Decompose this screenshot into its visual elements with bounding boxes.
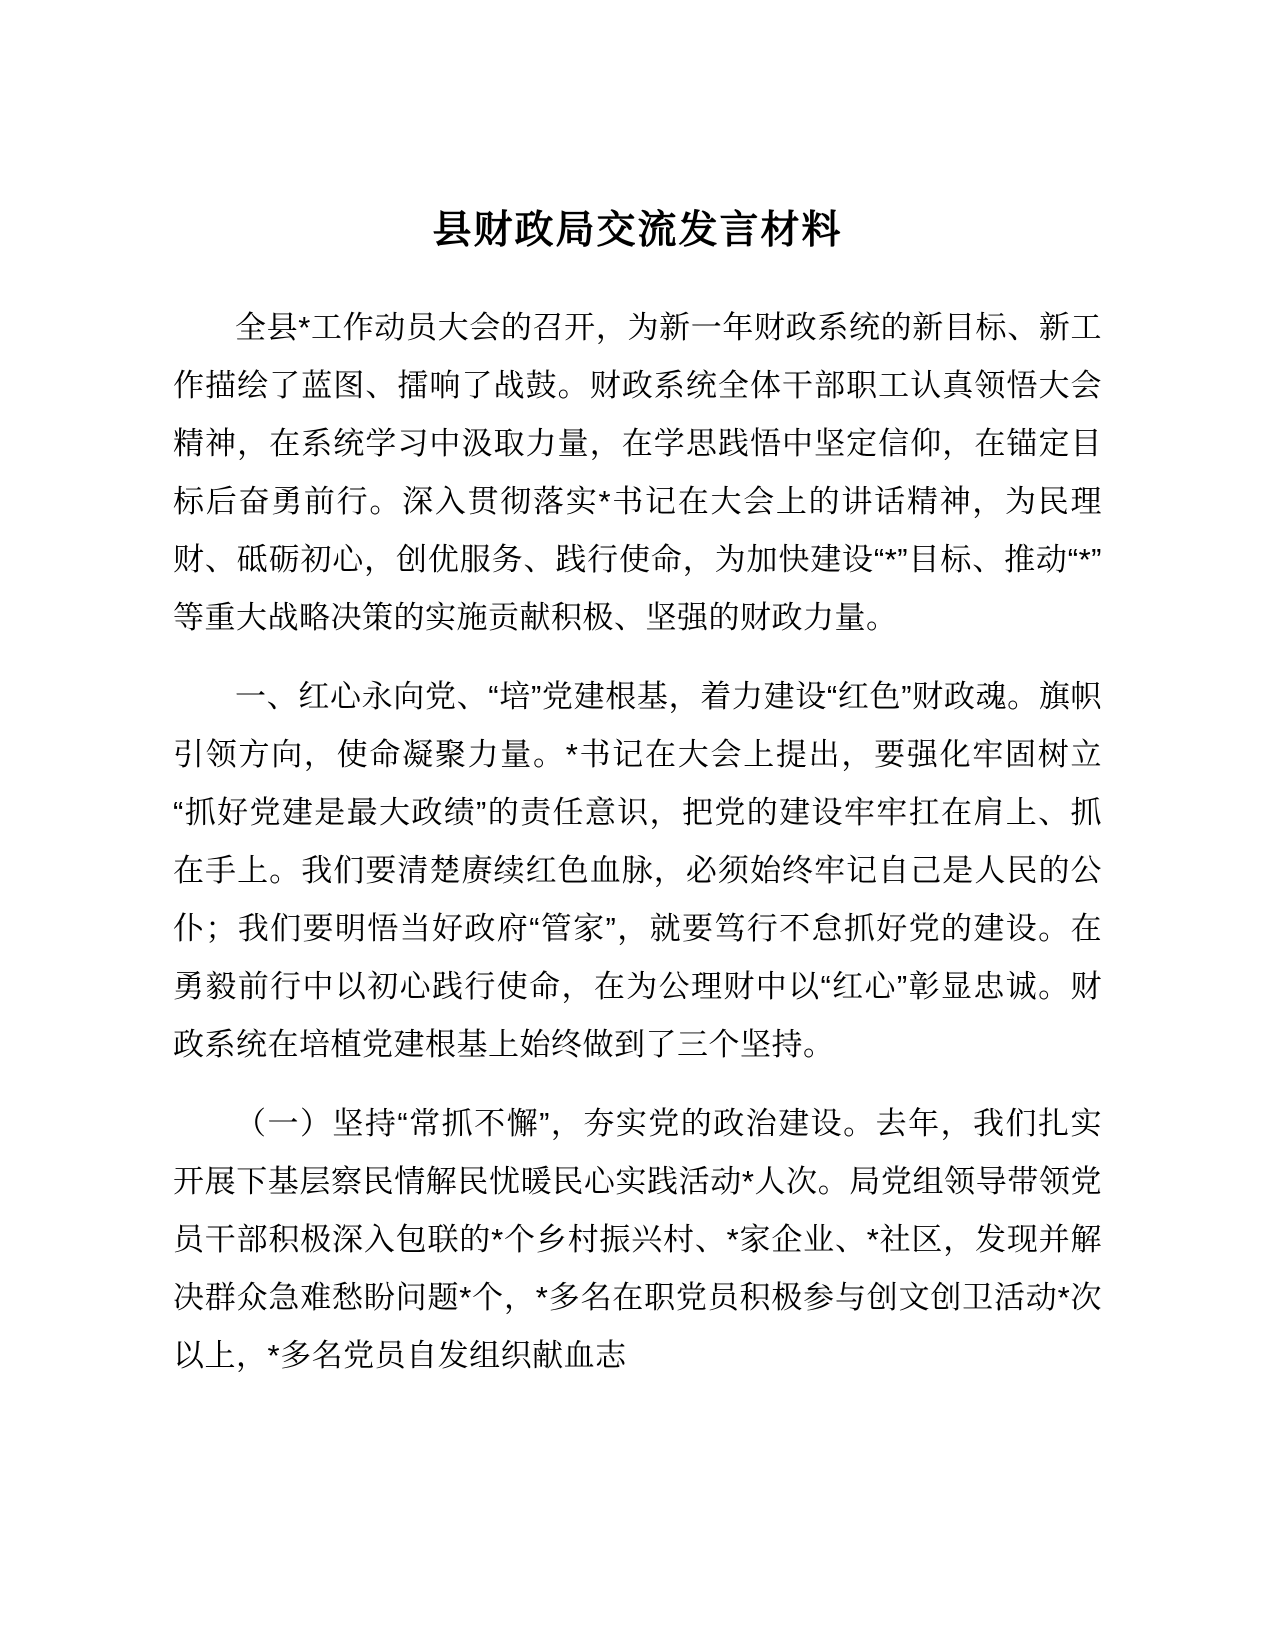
paragraph-intro: 全县*工作动员大会的召开，为新一年财政系统的新目标、新工作描绘了蓝图、擂响了战鼓。财政系统全体干部职工认真领悟大会精神，在系统学习中汲取力量，在学思践悟中坚定信仰，在锚定目标后奋勇前行。深入贯彻落实*书记在大会上的讲话精神，为民理财、砥砺初心，创优服务、践行使命，为加快建设“*”目标、推动“*”等重大战略决策的实施贡献积极、坚强的财政力量。 xyxy=(173,309,1102,635)
paragraph-section-1-1: （一）坚持“常抓不懈”，夯实党的政治建设。去年，我们扎实开展下基层察民情解民忧暖民心实践活动*人次。局党组领导带领党员干部积极深入包联的*个乡村振兴村、*家企业、*社区，发现并解决群众急难愁盼问题*个，*多名在职党员积极参与创文创卫活动*次以上，*多名党员自发组织献血志 xyxy=(173,1105,1102,1373)
paragraph-section-1: 一、红心永向党、“培”党建根基，着力建设“红色”财政魂。旗帜引领方向，使命凝聚力量。*书记在大会上提出，要强化牢固树立“抓好党建是最大政绩”的责任意识，把党的建设牢牢扛在肩上、抓在手上。我们要清楚赓续红色血脉，必须始终牢记自己是人民的公仆；我们要明悟当好政府“管家”，就要笃行不怠抓好党的建设。在勇毅前行中以初心践行使命，在为公理财中以“红心”彰显忠诚。财政系统在培植党建根基上始终做到了三个坚持。 xyxy=(173,678,1102,1062)
document-title: 县财政局交流发言材料 xyxy=(432,209,843,252)
document-body xyxy=(173,299,1102,1385)
